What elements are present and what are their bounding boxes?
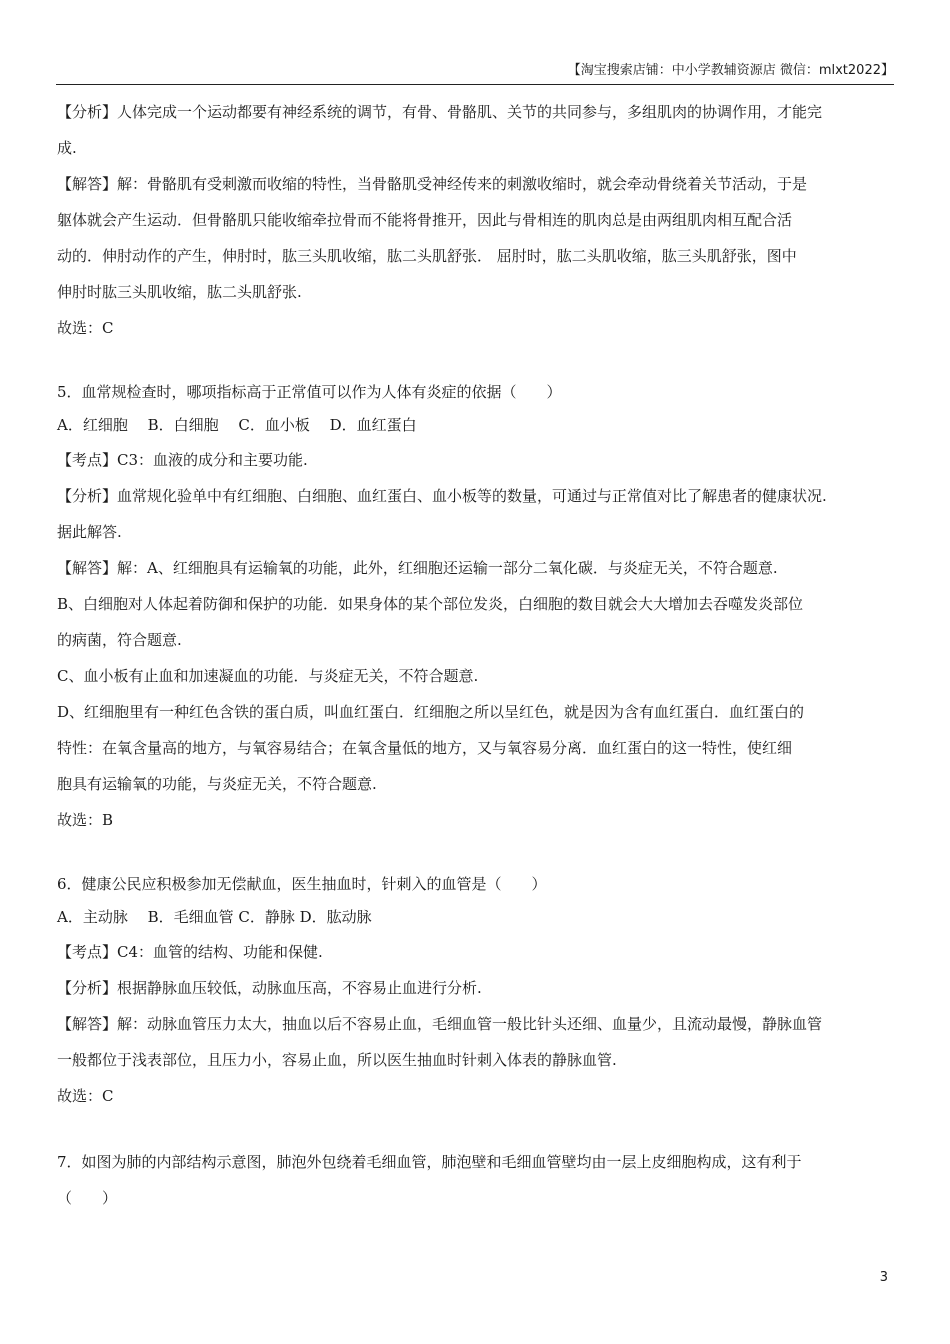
q5-answer-b-line-1: B、白细胞对人体起着防御和保护的功能．如果身体的某个部位发炎，白细胞的数目就会大大增加去吞噬发炎部位 (57, 595, 804, 613)
q6-kaodian: 【考点】C4：血管的结构、功能和保健. (57, 943, 323, 961)
q7-stem-line-1: 7．如图为肺的内部结构示意图，肺泡外包绕着毛细血管，肺泡壁和毛细血管壁均由一层上皮细胞构成，这有利于 (57, 1153, 802, 1171)
q4-analysis-line-1: 【分析】人体完成一个运动都要有神经系统的调节，有骨、骨骼肌、关节的共同参与，多组肌肉的协调作用，才能完 (57, 103, 823, 121)
q5-answer-a: 【解答】解：A、红细胞具有运输氧的功能，此外，红细胞还运输一部分二氧化碳．与炎症无关，不符合题意. (57, 559, 778, 577)
q5-kaodian: 【考点】C3：血液的成分和主要功能. (57, 451, 308, 469)
q4-answer-line-4: 伸肘时肱三头肌收缩，肱二头肌舒张. (57, 283, 302, 301)
q5-options: A．红细胞 B．白细胞 C．血小板 D．血红蛋白 (57, 416, 417, 434)
q4-analysis-line-2: 成. (57, 139, 77, 157)
q4-answer-line-3: 动的．伸肘动作的产生，伸肘时，肱三头肌收缩，肱二头肌舒张． 屈肘时，肱二头肌收缩，肱三头肌舒张，图中 (57, 247, 797, 265)
spacer (57, 838, 894, 868)
spacer (57, 1114, 894, 1144)
page-header (56, 58, 894, 85)
q4-answer-line-1: 【解答】解：骨骼肌有受刺激而收缩的特性，当骨骼肌受神经传来的刺激收缩时，就会牵动骨绕着关节活动，于是 (57, 175, 808, 193)
spacer (57, 346, 894, 376)
q4-choice: 故选：C (57, 319, 114, 337)
q5-answer-b-line-2: 的病菌，符合题意. (57, 631, 182, 649)
q6-stem: 6．健康公民应积极参加无偿献血，医生抽血时，针刺入的血管是（ ） (57, 875, 547, 893)
q5-analysis-line-2: 据此解答. (57, 523, 122, 541)
q5-stem: 5．血常规检查时，哪项指标高于正常值可以作为人体有炎症的依据（ ） (57, 383, 562, 401)
q5-analysis-line-1: 【分析】血常规化验单中有红细胞、白细胞、血红蛋白、血小板等的数量，可通过与正常值对比了解患者的健康状况. (57, 487, 827, 505)
q5-answer-c: C、血小板有止血和加速凝血的功能．与炎症无关，不符合题意. (57, 667, 479, 685)
q7-stem-line-2: （ ） (57, 1189, 118, 1207)
page-content (57, 94, 894, 1216)
header-text: 【淘宝搜索店铺：中小学教辅资源店 微信：mlxt2022】 (567, 63, 894, 78)
q5-answer-d-line-1: D、红细胞里有一种红色含铁的蛋白质，叫血红蛋白．红细胞之所以呈红色，就是因为含有血红蛋白．血红蛋白的 (57, 703, 805, 721)
q6-answer-line-2: 一般都位于浅表部位，且压力小，容易止血，所以医生抽血时针刺入体表的静脉血管. (57, 1051, 617, 1069)
q6-analysis: 【分析】根据静脉血压较低，动脉血压高，不容易止血进行分析. (57, 979, 482, 997)
q5-answer-d-line-2: 特性：在氧含量高的地方，与氧容易结合；在氧含量低的地方，又与氧容易分离．血红蛋白的这一特性，使红细 (57, 739, 793, 757)
q6-options: A．主动脉 B．毛细血管 C．静脉 D．肱动脉 (57, 908, 372, 926)
q6-choice: 故选：C (57, 1087, 114, 1105)
q5-answer-d-line-3: 胞具有运输氧的功能，与炎症无关，不符合题意. (57, 775, 377, 793)
q6-answer-line-1: 【解答】解：动脉血管压力太大，抽血以后不容易止血，毛细血管一般比针头还细、血量少，且流动最慢，静脉血管 (57, 1015, 823, 1033)
q5-choice: 故选：B (57, 811, 114, 829)
q4-answer-line-2: 躯体就会产生运动．但骨骼肌只能收缩牵拉骨而不能将骨推开，因此与骨相连的肌肉总是由两组肌肉相互配合活 (57, 211, 793, 229)
page-number: 3 (879, 1270, 888, 1285)
